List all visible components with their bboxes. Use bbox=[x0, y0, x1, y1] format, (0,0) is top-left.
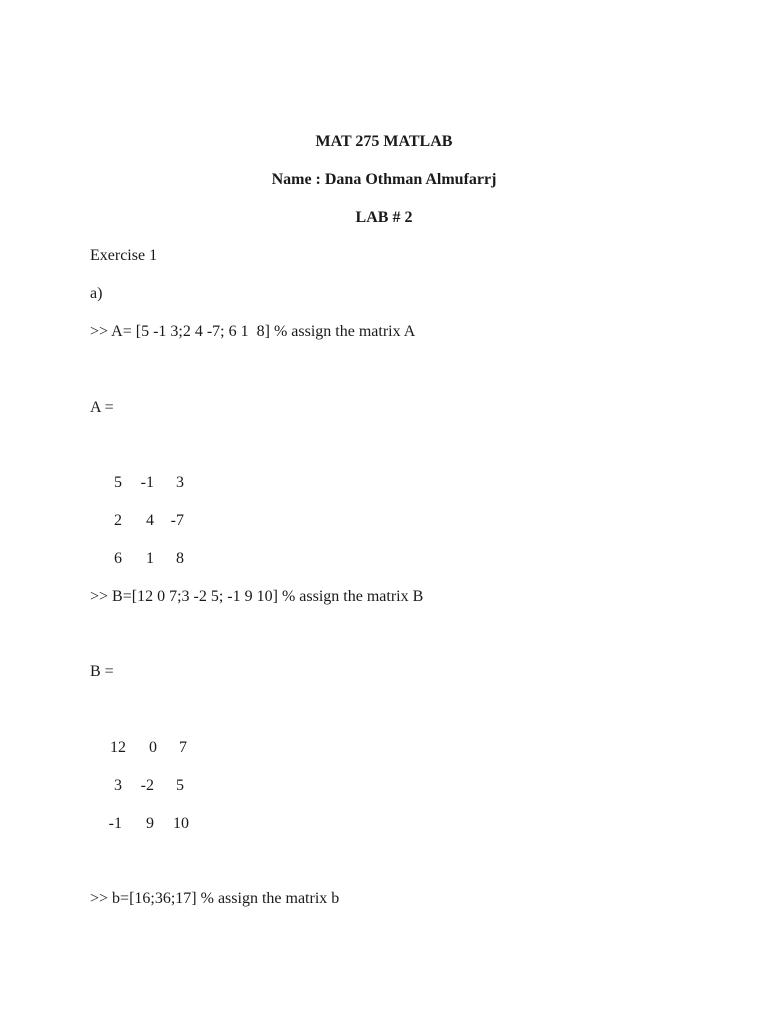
matrix-a-cell: 4 bbox=[146, 512, 154, 529]
matrix-b-cell: 0 bbox=[149, 739, 157, 756]
matrix-b-cell: 5 bbox=[176, 777, 184, 794]
matrix-b-cell: 9 bbox=[146, 815, 154, 832]
matrix-b-cell: 7 bbox=[179, 739, 187, 756]
matrix-a-cell: -7 bbox=[170, 512, 184, 529]
matrix-b-cell: 3 bbox=[114, 777, 122, 794]
matrix-a-cell: 3 bbox=[176, 474, 184, 491]
matrix-a-cell: 6 bbox=[114, 550, 122, 567]
matrix-a-cell: 2 bbox=[114, 512, 122, 529]
matrix-a-label: A = bbox=[90, 399, 114, 416]
command-assign-b: >> B=[12 0 7;3 -2 5; -1 9 10] % assign the matrix B bbox=[90, 588, 424, 605]
command-assign-bvec: >> b=[16;36;17] % assign the matrix b bbox=[90, 890, 340, 907]
command-assign-a: >> A= [5 -1 3;2 4 -7; 6 1 8] % assign the matrix A bbox=[90, 323, 416, 340]
course-title: MAT 275 MATLAB bbox=[315, 133, 453, 150]
part-label: a) bbox=[90, 285, 103, 302]
lab-number: LAB # 2 bbox=[355, 209, 413, 226]
student-name: Name : Dana Othman Almufarrj bbox=[271, 171, 497, 188]
matrix-a-cell: -1 bbox=[140, 474, 154, 491]
matrix-a-cell: 1 bbox=[146, 550, 154, 567]
matrix-b-cell: 12 bbox=[110, 739, 126, 756]
matrix-b-cell: -2 bbox=[140, 777, 154, 794]
matrix-a-cell: 5 bbox=[114, 474, 122, 491]
matrix-a-cell: 8 bbox=[176, 550, 184, 567]
matrix-b-cell: -1 bbox=[108, 815, 122, 832]
matrix-b-label: B = bbox=[90, 663, 114, 680]
exercise-heading: Exercise 1 bbox=[90, 247, 158, 264]
matrix-b-cell: 10 bbox=[173, 815, 189, 832]
